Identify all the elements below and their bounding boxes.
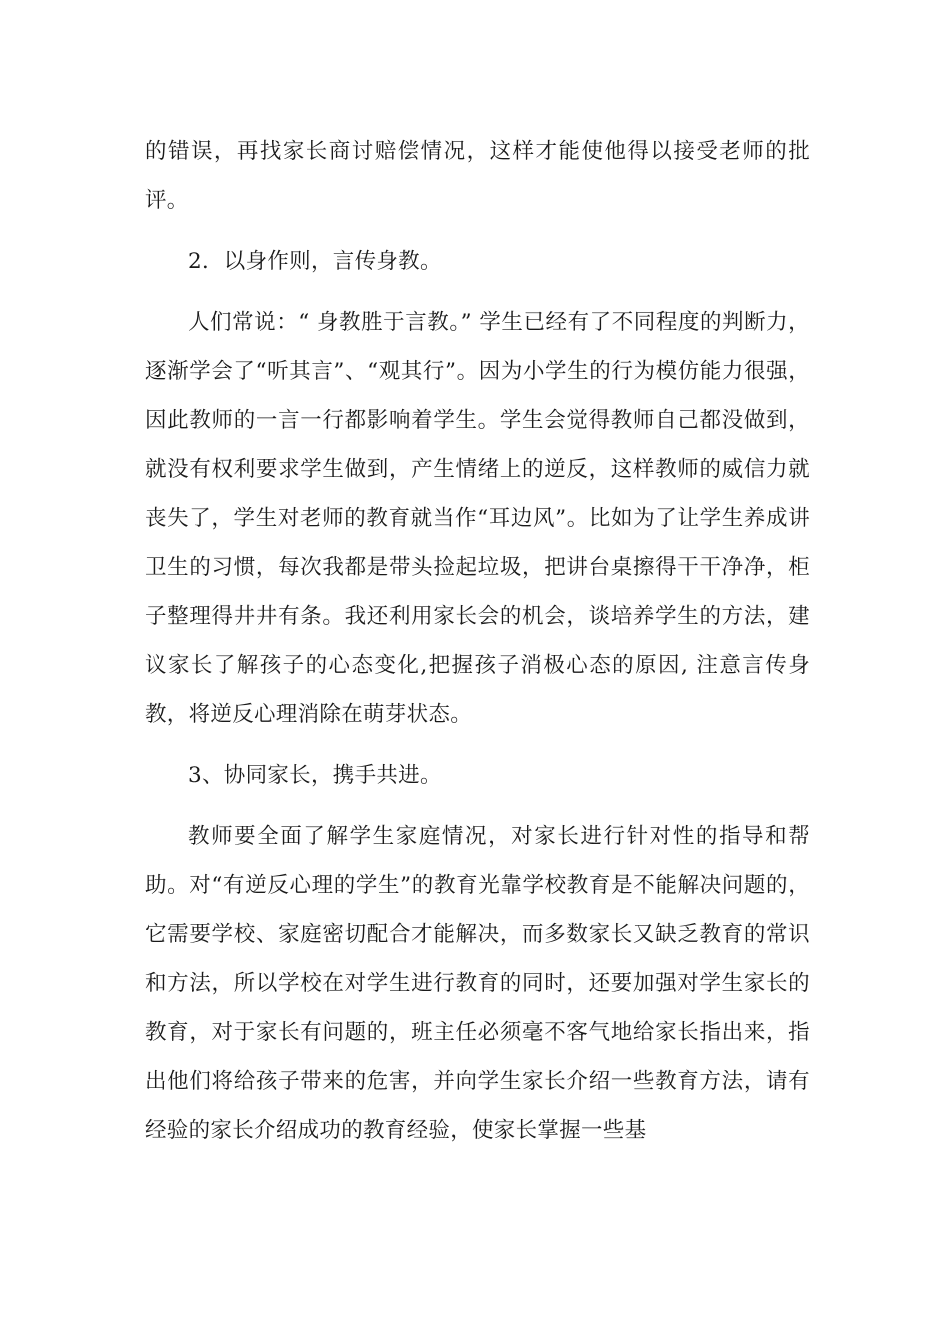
- document-body: [145, 127, 810, 1155]
- paragraph-lead-by-example: 人们常说：“ 身教胜于言教。” 学生已经有了不同程度的判断力，逐渐学会了“听其言”、“观其行”。因为小学生的行为模仿能力很强，因此教师的一言一行都影响着学生。学生会觉得教师自己都没做到，就没有权利要求学生做到，产生情绪上的逆反，这样教师的威信力就丧失了，学生对老师的教育就当作“耳边风”。比如为了让学生养成讲卫生的习惯，每次我都是带头捡起垃圾，把讲台桌擦得干干净净，柜子整理得井井有条。我还利用家长会的机会，谈培养学生的方法，建议家长了解孩子的心态变化,把握孩子消极心态的原因, 注意言传身教，将逆反心理消除在萌芽状态。: [145, 310, 810, 727]
- section-heading-2: 2．以身作则，言传身教。: [188, 249, 442, 274]
- section-heading-3: 3、协同家长，携手共进。: [188, 763, 442, 788]
- paragraph-continuation: 的错误，再找家长商讨赔偿情况，这样才能使他得以接受老师的批评。: [145, 139, 810, 213]
- paragraph-cooperate-with-parents: 教师要全面了解学生家庭情况，对家长进行针对性的指导和帮助。对“有逆反心理的学生”的教育光靠学校教育是不能解决问题的，它需要学校、家庭密切配合才能解决，而多数家长又缺乏教育的常识和方法，所以学校在对学生进行教育的同时，还要加强对学生家长的教育，对于家长有问题的，班主任必须毫不客气地给家长指出来，指出他们将给孩子带来的危害，并向学生家长介绍一些教育方法，请有经验的家长介绍成功的教育经验，使家长掌握一些基: [145, 824, 810, 1143]
